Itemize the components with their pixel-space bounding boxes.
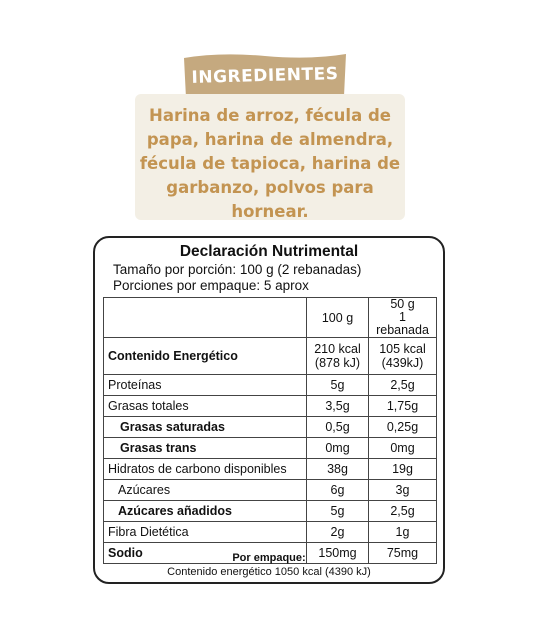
header-100g: 100 g	[307, 298, 369, 338]
table-row	[104, 438, 437, 459]
table-row	[104, 501, 437, 522]
row-value-100g: 38g	[307, 459, 369, 480]
portions-per-pack: Porciones por empaque: 5 aprox	[113, 278, 309, 293]
row-value-slice: 0,25g	[369, 417, 437, 438]
row-label: Hidratos de carbono disponibles	[104, 459, 307, 480]
table-row	[104, 375, 437, 396]
header-slice-weight: 50 g	[390, 297, 415, 311]
ingredients-line: Harina de arroz, fécula de	[149, 106, 391, 125]
table-header-row	[104, 298, 437, 338]
row-label: Grasas saturadas	[104, 417, 307, 438]
ingredients-text	[135, 104, 405, 224]
per-package-footer	[95, 551, 443, 579]
row-value-slice: 19g	[369, 459, 437, 480]
row-label: Sodio	[104, 543, 307, 564]
energy-value-100g	[307, 338, 369, 375]
table-row	[104, 459, 437, 480]
nutrition-title: Declaración Nutrimental	[179, 243, 359, 260]
row-label: Fibra Dietética	[104, 522, 307, 543]
row-value-100g: 0,5g	[307, 417, 369, 438]
energy-label: Contenido Energético	[104, 338, 307, 375]
row-label: Proteínas	[104, 375, 307, 396]
row-label: Grasas trans	[104, 438, 307, 459]
row-label: Azúcares	[104, 480, 307, 501]
header-slice-count: 1 rebanada	[376, 310, 429, 337]
ingredients-banner	[180, 52, 350, 100]
ingredients-line: garbanzo, polvos para	[166, 178, 374, 197]
row-value-slice: 2,5g	[369, 375, 437, 396]
table-row	[104, 522, 437, 543]
energy-kj-100g: (878 kJ)	[314, 356, 361, 370]
row-label: Azúcares añadidos	[104, 501, 307, 522]
ingredients-line: hornear.	[231, 202, 309, 221]
ingredients-line: papa, harina de almendra,	[146, 130, 394, 149]
header-per-slice	[369, 298, 437, 338]
header-empty-cell	[104, 298, 307, 338]
footer-text: Contenido energético 1050 kcal (4390 kJ)	[167, 566, 371, 578]
row-value-100g: 0mg	[307, 438, 369, 459]
row-value-slice: 3g	[369, 480, 437, 501]
table-row	[104, 480, 437, 501]
ingredients-heading: INGREDIENTES	[191, 64, 339, 88]
energy-kcal-slice: 105 kcal	[379, 342, 426, 356]
row-value-slice: 2,5g	[369, 501, 437, 522]
row-value-100g: 2g	[307, 522, 369, 543]
row-value-slice: 1g	[369, 522, 437, 543]
row-value-slice: 75mg	[369, 543, 437, 564]
ingredients-line: fécula de tapioca, harina de	[139, 154, 401, 173]
table-row	[104, 417, 437, 438]
portion-size: Tamaño por porción: 100 g (2 rebanadas)	[113, 262, 362, 277]
portion-info	[113, 262, 361, 294]
row-value-100g: 6g	[307, 480, 369, 501]
row-label: Grasas totales	[104, 396, 307, 417]
energy-value-slice	[369, 338, 437, 375]
row-value-slice: 0mg	[369, 438, 437, 459]
nutrition-table	[103, 297, 437, 564]
table-row	[104, 396, 437, 417]
energy-kcal-100g: 210 kcal	[314, 342, 361, 356]
table-row-energy	[104, 338, 437, 375]
energy-kj-slice: (439kJ)	[381, 356, 424, 370]
row-value-100g: 3,5g	[307, 396, 369, 417]
footer-title: Por empaque:	[232, 552, 306, 564]
row-value-100g: 5g	[307, 501, 369, 522]
ingredients-section	[0, 0, 540, 230]
row-value-100g: 5g	[307, 375, 369, 396]
row-value-slice: 1,75g	[369, 396, 437, 417]
nutrition-facts-panel	[93, 236, 445, 584]
row-value-100g: 150mg	[307, 543, 369, 564]
